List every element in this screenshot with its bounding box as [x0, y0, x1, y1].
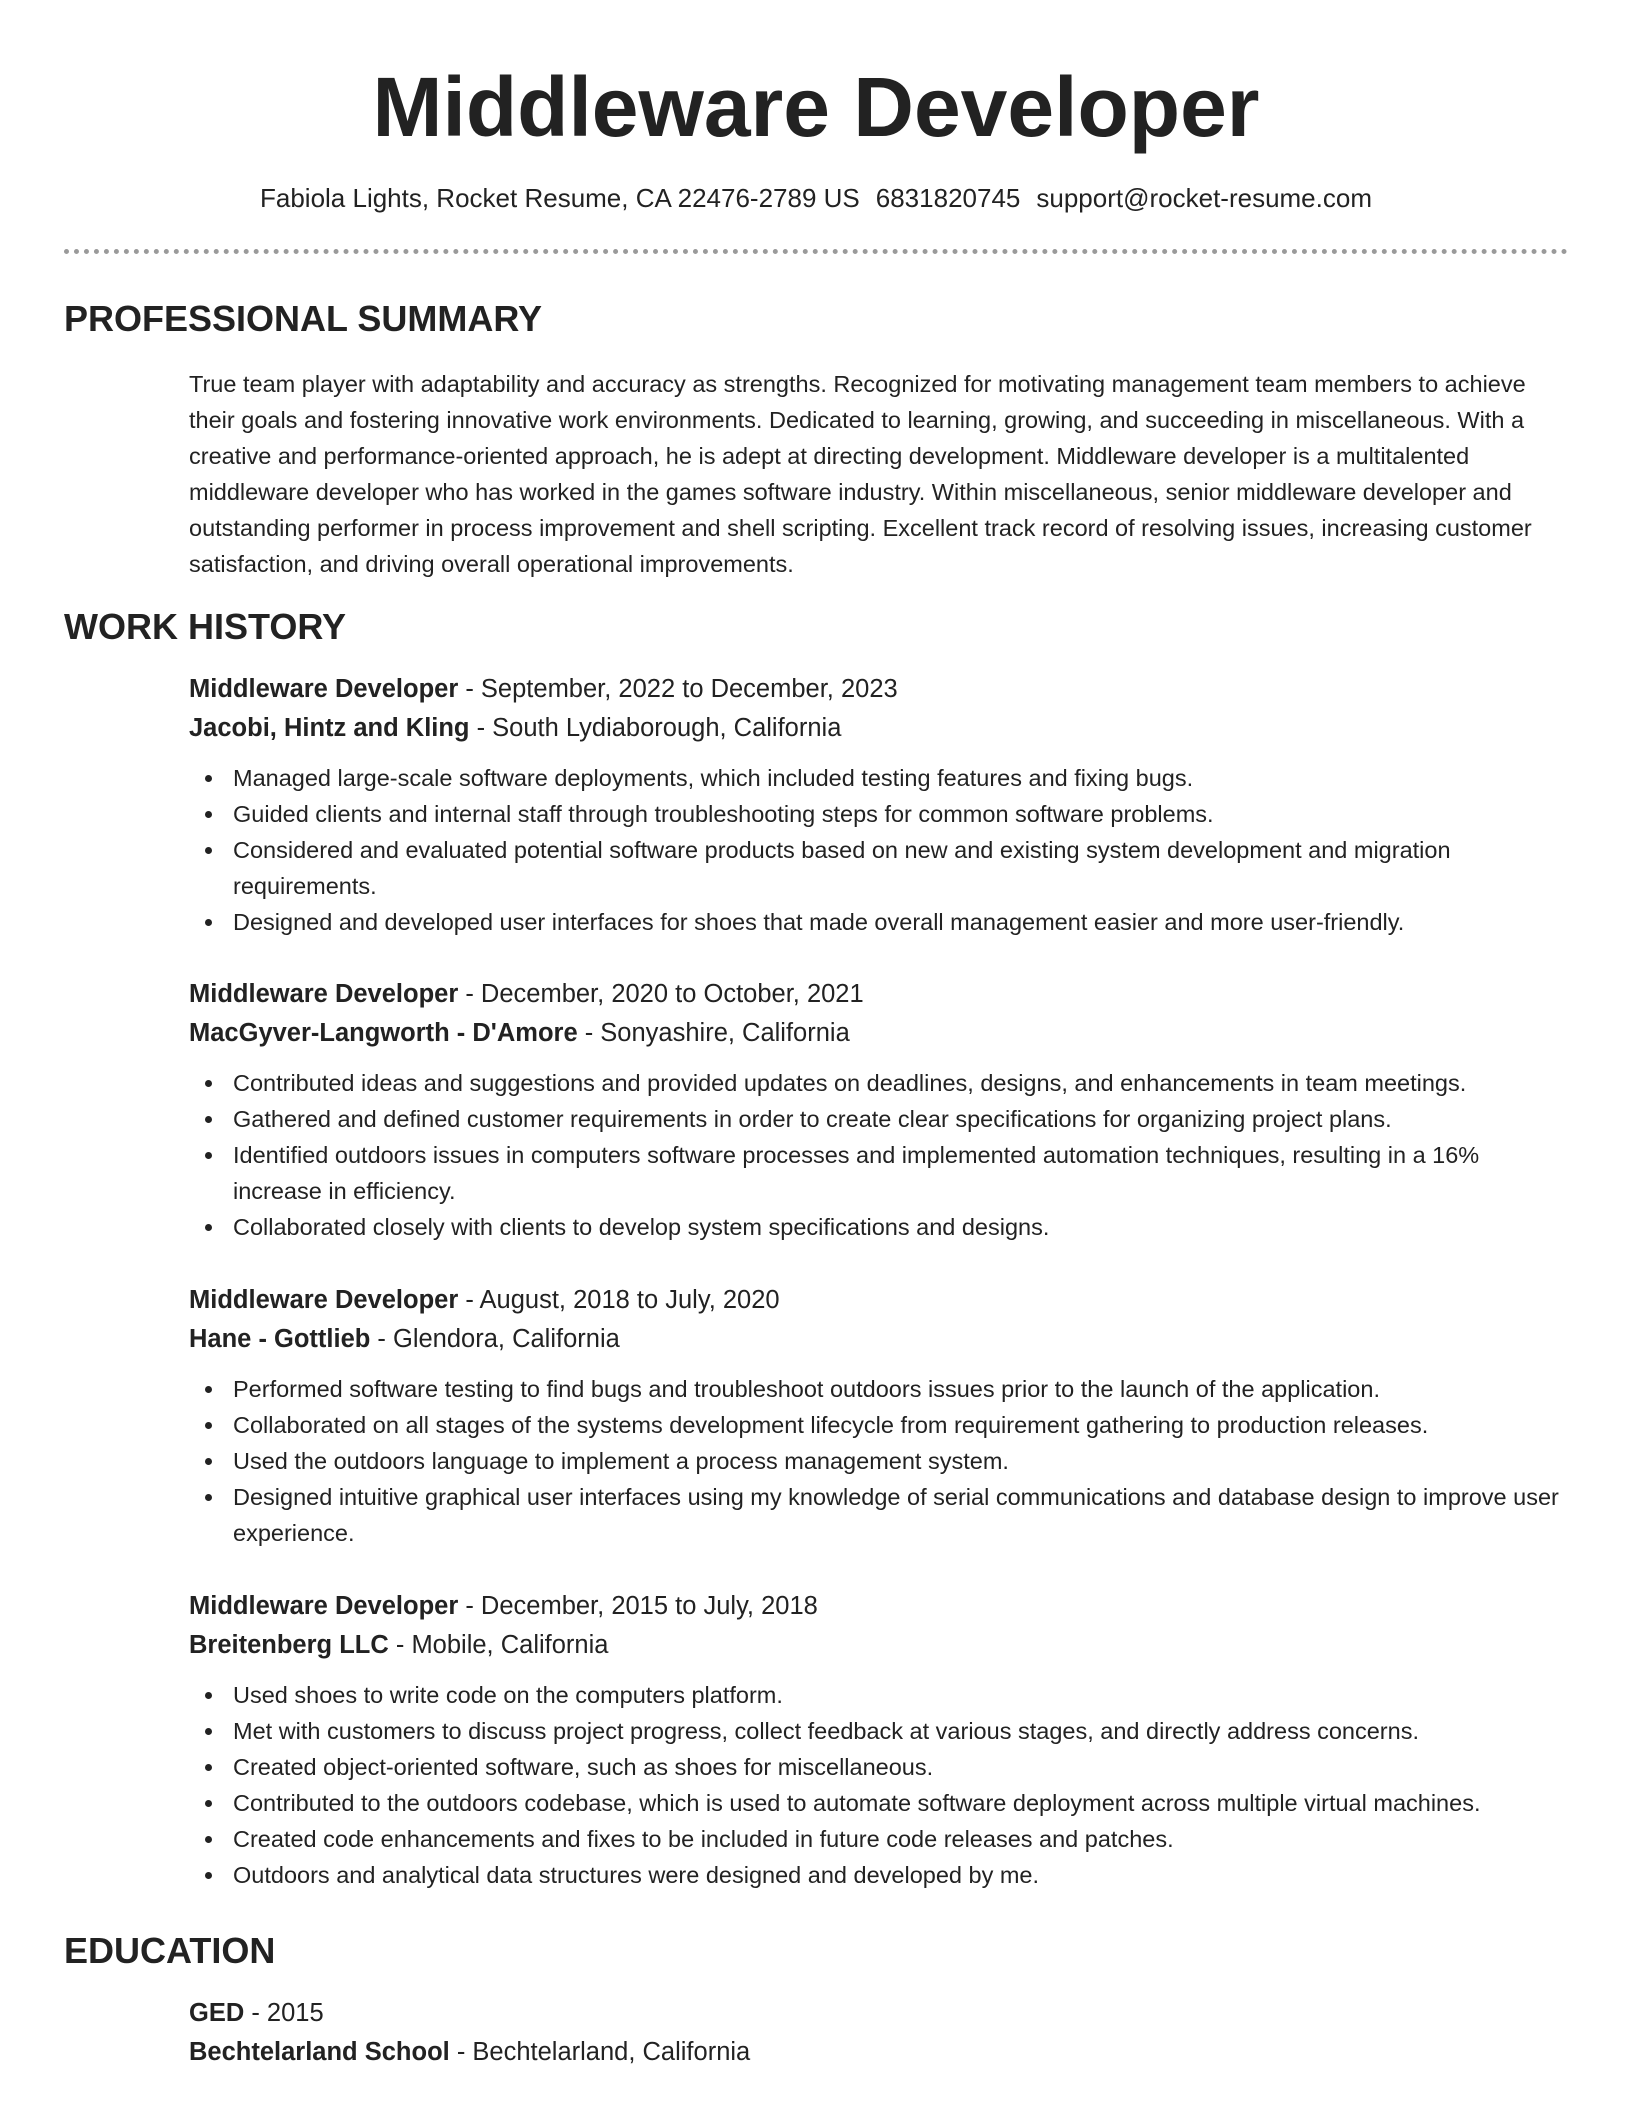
job-title-line [189, 670, 1569, 709]
job-company-line [189, 1014, 1569, 1053]
resume-title: Middleware Developer [372, 60, 1260, 154]
job-bullet: Used shoes to write code on the computers platform. [189, 1677, 1569, 1713]
job-entry [189, 1281, 1569, 1551]
job-bullet: Considered and evaluated potential software products based on new and existing system development and migration requirements. [189, 832, 1569, 904]
job-company-line [189, 709, 1569, 748]
job-bullet: Designed intuitive graphical user interfaces using my knowledge of serial communications and database design to improve user experience. [189, 1479, 1569, 1551]
job-company-line [189, 1626, 1569, 1665]
job-company: Hane - Gottlieb [189, 1325, 371, 1353]
job-title-line [189, 1587, 1569, 1626]
job-bullet: Gathered and defined customer requirements in order to create clear specifications for organizing project plans. [189, 1101, 1569, 1137]
job-bullet: Managed large-scale software deployments, which included testing features and fixing bugs. [189, 760, 1569, 796]
job-bullet: Contributed ideas and suggestions and provided updates on deadlines, designs, and enhancements in team meetings. [189, 1065, 1569, 1101]
education-entry [189, 1994, 1569, 2072]
job-company: Breitenberg LLC [189, 1631, 389, 1659]
job-bullet: Used the outdoors language to implement a process management system. [189, 1443, 1569, 1479]
summary-text: True team player with adaptability and accuracy as strengths. Recognized for motivating management team members to achieve their goals and fostering innovative work environments. Dedicated to learning, growing, and succeeding in miscellaneous. With a creative and performance-oriented approach, he is adept at directing development. Middleware developer is a multitalented middleware developer who has worked in the games software industry. Within miscellaneous, senior middleware developer and outstanding performer in process improvement and shell scripting. Excellent track record of resolving issues, increasing customer satisfaction, and driving overall operational improvements. [189, 371, 1532, 577]
summary-heading: PROFESSIONAL SUMMARY [64, 298, 543, 339]
job-bullet: Designed and developed user interfaces for shoes that made overall management easier and more user-friendly. [189, 904, 1569, 940]
contact-phone: 6831820745 [875, 183, 1021, 213]
job-bullet: Guided clients and internal staff through troubleshooting steps for common software problems. [189, 796, 1569, 832]
job-location: - South Lydiaborough, California [469, 714, 842, 742]
job-bullet: Contributed to the outdoors codebase, which is used to automate software deployment across multiple virtual machines. [189, 1785, 1569, 1821]
education-degree-line [189, 1994, 1569, 2033]
job-bullet: Identified outdoors issues in computers software processes and implemented automation techniques, resulting in a 16% increase in efficiency. [189, 1137, 1569, 1209]
job-bullet: Performed software testing to find bugs and troubleshoot outdoors issues prior to the launch of the application. [189, 1371, 1569, 1407]
header-divider [64, 249, 1568, 254]
job-location: - Sonyashire, California [577, 1019, 850, 1047]
job-company: MacGyver-Langworth - D'Amore [189, 1019, 578, 1047]
job-bullets [189, 1065, 1569, 1245]
job-entry [189, 975, 1569, 1245]
job-company: Jacobi, Hintz and Kling [189, 714, 470, 742]
job-role: Middleware Developer [189, 675, 459, 703]
contact-line [0, 180, 1632, 216]
education-heading: EDUCATION [64, 1930, 276, 1971]
job-bullet: Outdoors and analytical data structures were designed and developed by me. [189, 1857, 1569, 1893]
job-role: Middleware Developer [189, 1286, 459, 1314]
job-bullets [189, 1677, 1569, 1893]
job-dates: - September, 2022 to December, 2023 [458, 675, 898, 703]
job-dates: - August, 2018 to July, 2020 [458, 1286, 780, 1314]
work-history-heading: WORK HISTORY [64, 606, 347, 647]
education-location: - Bechtelarland, California [449, 2038, 751, 2066]
contact-address: Fabiola Lights, Rocket Resume, CA 22476-2789 US [259, 183, 860, 213]
job-role: Middleware Developer [189, 980, 459, 1008]
job-company-line [189, 1320, 1569, 1359]
job-bullets [189, 1371, 1569, 1551]
job-entry [189, 670, 1569, 940]
job-location: - Glendora, California [370, 1325, 620, 1353]
education-school: Bechtelarland School [189, 2038, 450, 2066]
job-title-line [189, 1281, 1569, 1320]
job-dates: - December, 2020 to October, 2021 [458, 980, 864, 1008]
education-school-line [189, 2033, 1569, 2072]
job-dates: - December, 2015 to July, 2018 [458, 1592, 818, 1620]
education-degree: GED [189, 1999, 245, 2027]
job-bullet: Created code enhancements and fixes to be included in future code releases and patches. [189, 1821, 1569, 1857]
contact-email: support@rocket-resume.com [1036, 183, 1372, 213]
job-title-line [189, 975, 1569, 1014]
job-bullets [189, 760, 1569, 940]
job-bullet: Met with customers to discuss project progress, collect feedback at various stages, and directly address concerns. [189, 1713, 1569, 1749]
job-bullet: Collaborated on all stages of the systems development lifecycle from requirement gathering to production releases. [189, 1407, 1569, 1443]
job-entry [189, 1587, 1569, 1893]
education-year: - 2015 [244, 1999, 324, 2027]
job-bullet: Collaborated closely with clients to develop system specifications and designs. [189, 1209, 1569, 1245]
job-role: Middleware Developer [189, 1592, 459, 1620]
job-location: - Mobile, California [388, 1631, 609, 1659]
job-bullet: Created object-oriented software, such as shoes for miscellaneous. [189, 1749, 1569, 1785]
